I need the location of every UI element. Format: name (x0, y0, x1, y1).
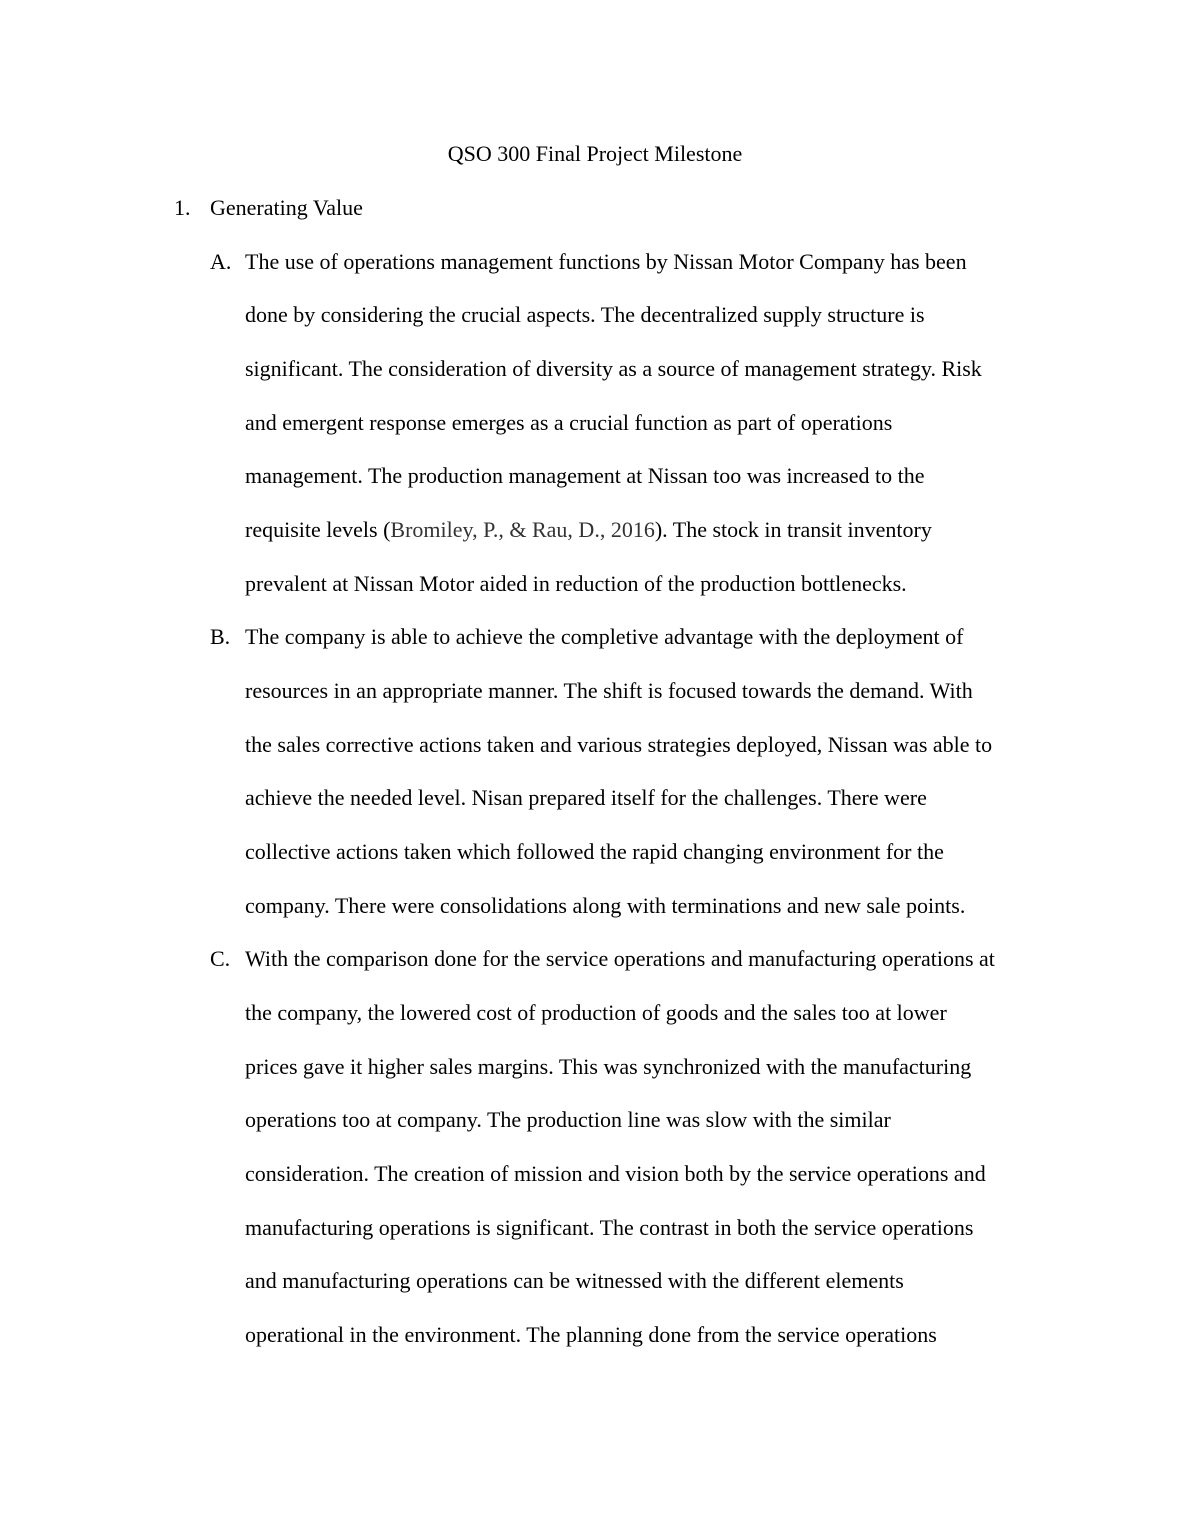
paragraph-line: achieve the needed level. Nisan prepared itself for the challenges. There were (245, 785, 927, 810)
subsection-label-b: B. (210, 624, 231, 649)
citation: Bromiley, P., & Rau, D., 2016 (390, 517, 655, 542)
paragraph-line: company. There were consolidations along with terminations and new sale points. (245, 893, 966, 918)
section-heading: Generating Value (210, 195, 363, 220)
paragraph-line: resources in an appropriate manner. The shift is focused towards the demand. With (245, 678, 973, 703)
paragraph-line: the sales corrective actions taken and various strategies deployed, Nissan was able to (245, 732, 993, 757)
paragraph-line: manufacturing operations is significant. The contrast in both the service operations (245, 1215, 974, 1240)
paragraph-line: collective actions taken which followed the rapid changing environment for the (245, 839, 944, 864)
subsection-label-a: A. (210, 249, 232, 274)
paragraph-line: consideration. The creation of mission and vision both by the service operations and (245, 1161, 986, 1186)
paragraph-line: The use of operations management functions by Nissan Motor Company has been (245, 249, 967, 274)
paragraph-line: The company is able to achieve the completive advantage with the deployment of (245, 624, 964, 649)
paragraph-line: prevalent at Nissan Motor aided in reduction of the production bottlenecks. (245, 571, 907, 596)
paragraph-line: operations too at company. The production line was slow with the similar (245, 1107, 891, 1132)
paragraph-line: done by considering the crucial aspects. The decentralized supply structure is (245, 302, 925, 327)
document-title: QSO 300 Final Project Milestone (447, 141, 743, 166)
paragraph-line: significant. The consideration of diversity as a source of management strategy. Risk (245, 356, 982, 381)
paragraph-line: the company, the lowered cost of production of goods and the sales too at lower (245, 1000, 947, 1025)
paragraph-line: operational in the environment. The planning done from the service operations (245, 1322, 937, 1347)
paragraph-line: and emergent response emerges as a crucial function as part of operations (245, 410, 893, 435)
paragraph-line: prices gave it higher sales margins. This was synchronized with the manufacturing (245, 1054, 972, 1079)
paragraph-line: management. The production management at Nissan too was increased to the (245, 463, 925, 488)
citation-line-before: requisite levels ( (245, 517, 391, 542)
paragraph-line: With the comparison done for the service operations and manufacturing operations at (245, 946, 995, 971)
section-number: 1. (174, 195, 191, 220)
citation-line-after: ). The stock in transit inventory (654, 517, 932, 542)
paragraph-line: and manufacturing operations can be witnessed with the different elements (245, 1268, 904, 1293)
paragraph-line-with-citation (245, 515, 932, 545)
subsection-label-c: C. (210, 946, 231, 971)
